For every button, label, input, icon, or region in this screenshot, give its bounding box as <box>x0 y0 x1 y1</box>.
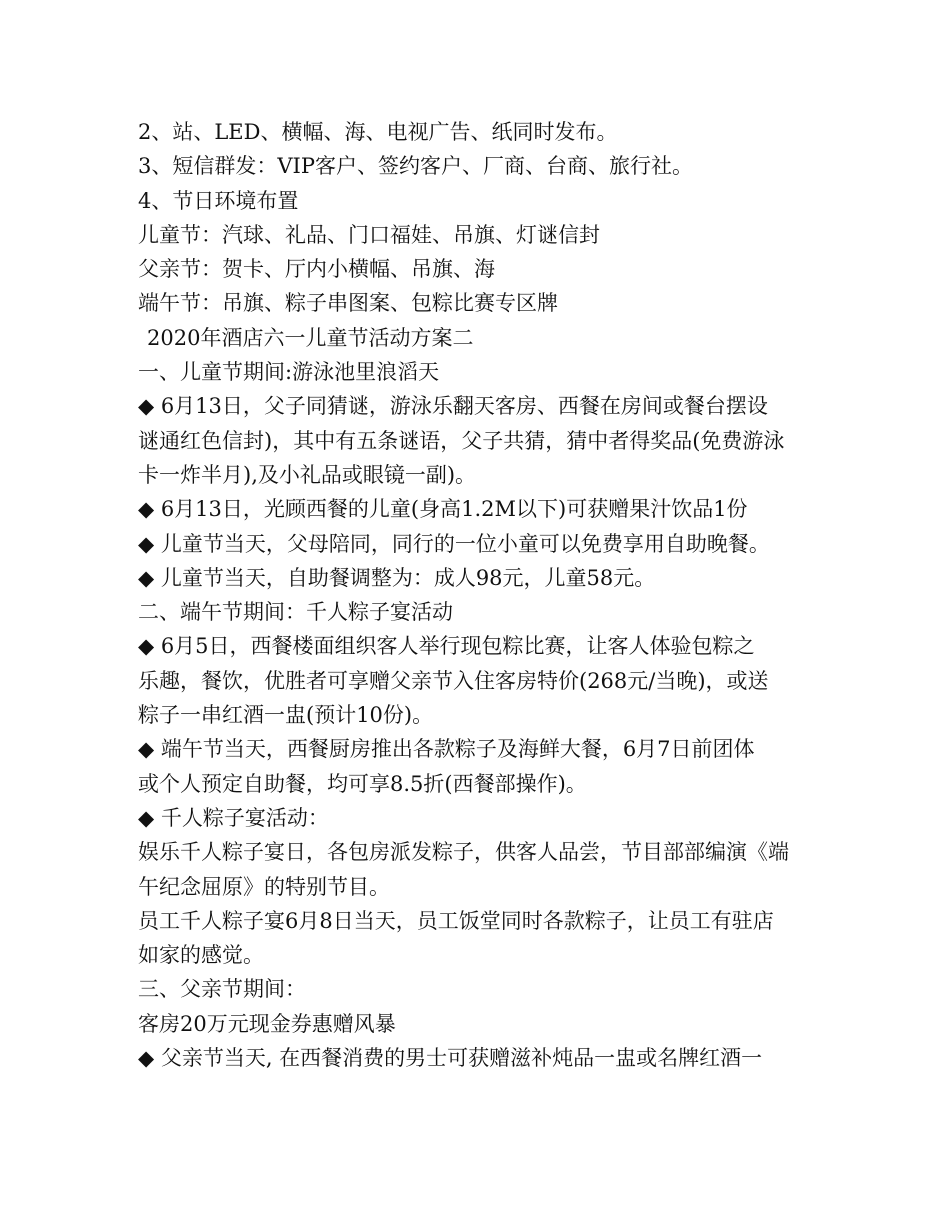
text-line: 2、站、LED、横幅、海、电视广告、纸同时发布。 <box>138 120 618 144</box>
text-line: ◆ 父亲节当天, 在西餐消费的男士可获赠滋补炖品一盅或名牌红酒一 <box>138 1046 763 1071</box>
text-line: 如家的感觉。 <box>138 943 264 968</box>
text-line: 娱乐千人粽子宴日，各包房派发粽子，供客人品尝，节目部部编演《端 <box>138 840 789 865</box>
text-line: ◆ 6月5日，西餐楼面组织客人举行现包粽比赛，让客人体验包粽之 <box>138 634 755 659</box>
text-line: 3、短信群发：VIP客户、签约客户、厂商、台商、旅行社。 <box>138 154 693 179</box>
text-line: 客房20万元现金券惠赠风暴 <box>138 1011 396 1036</box>
section-heading: 二、端午节期间：千人粽子宴活动 <box>138 600 453 625</box>
text-line: ◆ 6月13日，光顾西餐的儿童(身高1.2M以下)可获赠果汁饮品1份 <box>138 497 748 522</box>
text-line: ◆ 端午节当天，西餐厨房推出各款粽子及海鲜大餐，6月7日前团体 <box>138 737 755 762</box>
text-line: 4、节日环境布置 <box>138 188 299 213</box>
section-heading: 一、儿童节期间:游泳池里浪滔天 <box>138 360 440 385</box>
text-line: ◆ 儿童节当天，父母陪同，同行的一位小童可以免费享用自助晚餐。 <box>138 531 770 556</box>
section-title: 2020年酒店六一儿童节活动方案二 <box>147 325 474 350</box>
text-line: 卡一炸半月),及小礼品或眼镜一副)。 <box>138 462 477 487</box>
text-line: 粽子一串红酒一盅(预计10份)。 <box>138 703 434 728</box>
text-line: 或个人预定自助餐，均可享8.5折(西餐部操作)。 <box>138 771 587 796</box>
document-body <box>138 115 818 1075</box>
text-line: ◆ 6月13日，父子同猜谜，游泳乐翻天客房、西餐在房间或餐台摆设 <box>138 394 768 419</box>
text-line: 乐趣，餐饮，优胜者可享赠父亲节入住客房特价(268元/当晚)，或送 <box>138 668 769 693</box>
text-line: 午纪念屈原》的特别节目。 <box>138 874 390 899</box>
text-line: ◆ 千人粽子宴活动： <box>138 805 329 830</box>
text-line: ◆ 儿童节当天，自助餐调整为：成人98元，儿童58元。 <box>138 565 656 590</box>
text-line: 谜通红色信封)，其中有五条谜语，父子共猜，猜中者得奖品(免费游泳 <box>138 428 785 453</box>
section-heading: 三、父亲节期间： <box>138 977 306 1002</box>
text-line: 员工千人粽子宴6月8日当天，员工饭堂同时各款粽子，让员工有驻店 <box>138 908 774 933</box>
text-line: 父亲节：贺卡、厅内小横幅、吊旗、海 <box>138 257 495 282</box>
text-line: 儿童节：汽球、礼品、门口福娃、吊旗、灯谜信封 <box>138 222 600 247</box>
text-line: 端午节：吊旗、粽子串图案、包粽比赛专区牌 <box>138 291 558 316</box>
